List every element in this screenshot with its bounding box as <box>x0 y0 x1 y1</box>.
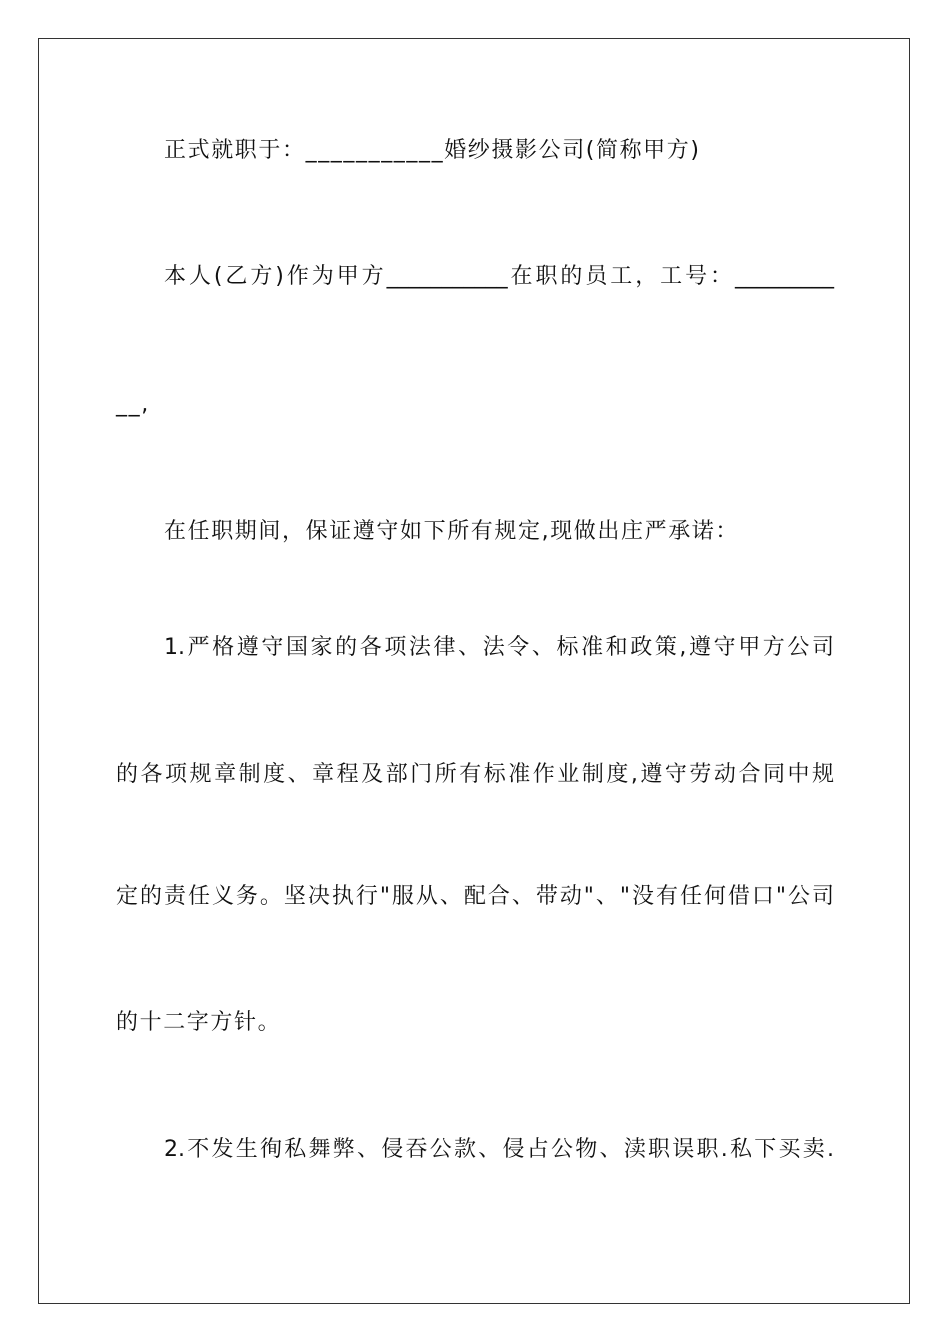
page-border <box>38 38 910 1304</box>
text-line-3: __, <box>116 392 150 417</box>
text-line-9: 2.不发生徇私舞弊、侵吞公款、侵占公物、渎职误职.私下买卖. <box>164 1137 834 1162</box>
text-line-7: 定的责任义务。坚决执行"服从、配合、带动"、"没有任何借口"公司 <box>116 884 834 909</box>
text-line-1: 正式就职于：___________婚纱摄影公司(简称甲方) <box>164 138 701 163</box>
text-line-6: 的各项规章制度、章程及部门所有标准作业制度,遵守劳动合同中规 <box>116 762 834 787</box>
text-line-5: 1.严格遵守国家的各项法律、法令、标准和政策,遵守甲方公司 <box>164 635 834 660</box>
text-line-4: 在任职期间，保证遵守如下所有规定,现做出庄严承诺： <box>164 519 739 544</box>
text-line-2: 本人(乙方)作为甲方___________在职的员工，工号：_________ <box>164 264 834 289</box>
text-line-8: 的十二字方针。 <box>116 1010 282 1035</box>
